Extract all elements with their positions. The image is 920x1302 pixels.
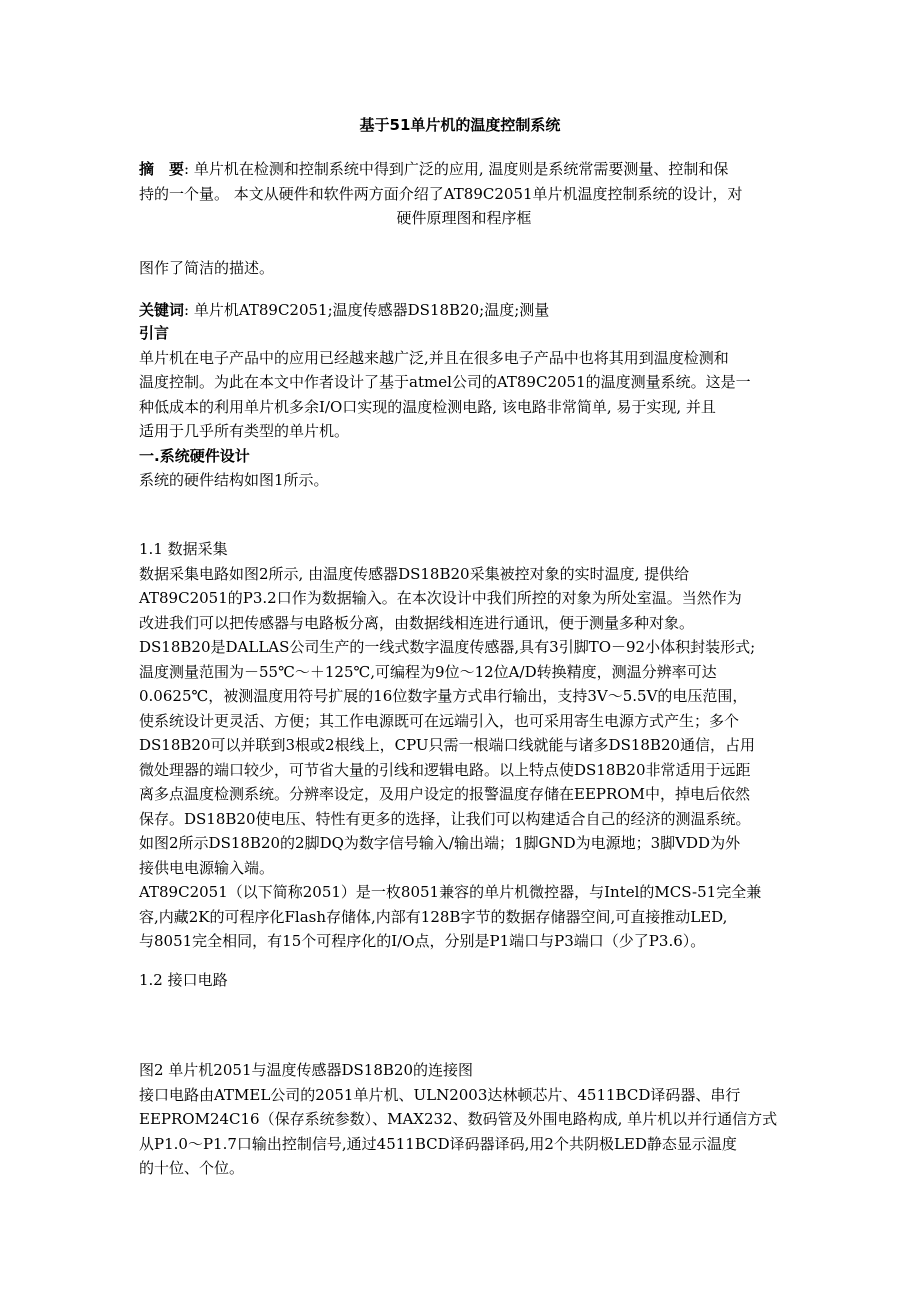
section1-text: 系统的硬件结构如图1所示。 <box>139 471 329 489</box>
section11-line: 温度测量范围为－55℃～＋125℃,可编程为9位～12位A/D转换精度，测温分辨率可达 <box>139 662 717 681</box>
section11-line: 0.0625℃，被测温度用符号扩展的16位数字量方式串行输出，支持3V～5.5V的电压范围， <box>139 687 748 705</box>
keywords <box>139 298 789 323</box>
abstract-line-3: 硬件原理图和程序框 <box>396 209 532 227</box>
section11-line: 使系统设计更灵活、方便；其工作电源既可在远端引入，也可采用寄生电源方式产生；多个 <box>139 711 740 730</box>
section12-body <box>139 1058 789 1181</box>
section11-line: 数据采集电路如图2所示, 由温度传感器DS18B20采集被控对象的实时温度, 提供给 <box>139 564 690 583</box>
intro-section <box>139 321 789 493</box>
section11-line: 改进我们可以把传感器与电路板分离，由数据线相连进行通讯，便于测量多种对象。 <box>139 613 695 632</box>
intro-heading: 引言 <box>139 324 170 342</box>
section11-line: 与8051完全相同，有15个可程序化的I/O点，分别是P1端口与P3端口（少了P3.6）。 <box>139 932 706 950</box>
intro-line: 适用于几乎所有类型的单片机。 <box>139 422 350 440</box>
abstract-continuation: 图作了简洁的描述。 <box>139 259 275 277</box>
abstract-line-1: 摘 要: 单片机在检测和控制系统中得到广泛的应用, 温度则是系统常需要测量、控制和保 <box>139 160 729 178</box>
abstract-line-2: 持的一个量。 本文从硬件和软件两方面介绍了AT89C2051单片机温度控制系统的设计，对 <box>139 184 743 203</box>
section12-heading: 1.2 接口电路 <box>139 971 228 989</box>
section11-line: 容,内藏2K的可程序化Flash存储体,内部有128B字节的数据存储器空间,可直接推动LED, <box>139 907 728 926</box>
intro-line: 温度控制。为此在本文中作者设计了基于atmel公司的AT89C2051的温度测量系统。这是一 <box>139 373 751 391</box>
intro-line: 单片机在电子产品中的应用已经越来越广泛,并且在很多电子产品中也将其用到温度检测和 <box>139 348 729 367</box>
section12-line: 接口电路由ATMEL公司的2051单片机、ULN2003达林顿芯片、4511BCD译码器、串行 <box>139 1085 741 1104</box>
section11-heading: 1.1 数据采集 <box>139 540 228 558</box>
section12-line: 的十位、个位。 <box>139 1159 245 1177</box>
keywords-text: : 单片机AT89C2051;温度传感器DS18B20;温度;测量 <box>184 301 550 319</box>
section11-line: 保存。DS18B20使电压、特性有更多的选择，让我们可以构建适合自己的经济的测温系统。 <box>139 809 751 828</box>
abstract <box>139 157 789 231</box>
abstract-label: 摘 要 <box>139 160 185 178</box>
keywords-label: 关键词 <box>139 301 185 319</box>
section12-line: EEPROM24C16（保存系统参数）、MAX232、数码管及外围电路构成, 单片机以并行通信方式 <box>139 1110 778 1128</box>
intro-line: 种低成本的利用单片机多余I/O口实现的温度检测电路, 该电路非常简单, 易于实现, 并且 <box>139 397 716 416</box>
figure-caption: 图2 单片机2051与温度传感器DS18B20的连接图 <box>139 1061 473 1079</box>
section11-line: 接供电电源输入端。 <box>139 858 275 877</box>
section11-line: 微处理器的端口较少，可节省大量的引线和逻辑电路。以上特点使DS18B20非常适用于远距 <box>139 760 751 779</box>
section11-line: 如图2所示DS18B20的2脚DQ为数字信号输入/输出端；1脚GND为电源地；3脚VDD为外 <box>139 834 741 852</box>
section1-heading: 一.系统硬件设计 <box>139 446 250 465</box>
section11-line: 离多点温度检测系统。分辨率设定，及用户设定的报警温度存储在EEPROM中，掉电后依然 <box>139 785 750 803</box>
section11 <box>139 537 789 978</box>
section11-line: DS18B20可以并联到3根或2根线上，CPU只需一根端口线就能与诸多DS18B20通信，占用 <box>139 736 756 754</box>
section11-line: DS18B20是DALLAS公司生产的一线式数字温度传感器,具有3引脚TO－92小体积封装形式; <box>139 638 756 656</box>
section11-line: AT89C2051的P3.2口作为数据输入。在本次设计中我们所控的对象为所处室温。当然作为 <box>139 589 742 607</box>
section12-line: 从P1.0～P1.7口输出控制信号,通过4511BCD译码器译码,用2个共阴极LED静态显示温度 <box>139 1134 737 1153</box>
section11-line: AT89C2051（以下简称2051）是一枚8051兼容的单片机微控器，与Intel的MCS-51完全兼 <box>139 883 762 901</box>
doc-title: 基于51单片机的温度控制系统 <box>359 116 561 134</box>
